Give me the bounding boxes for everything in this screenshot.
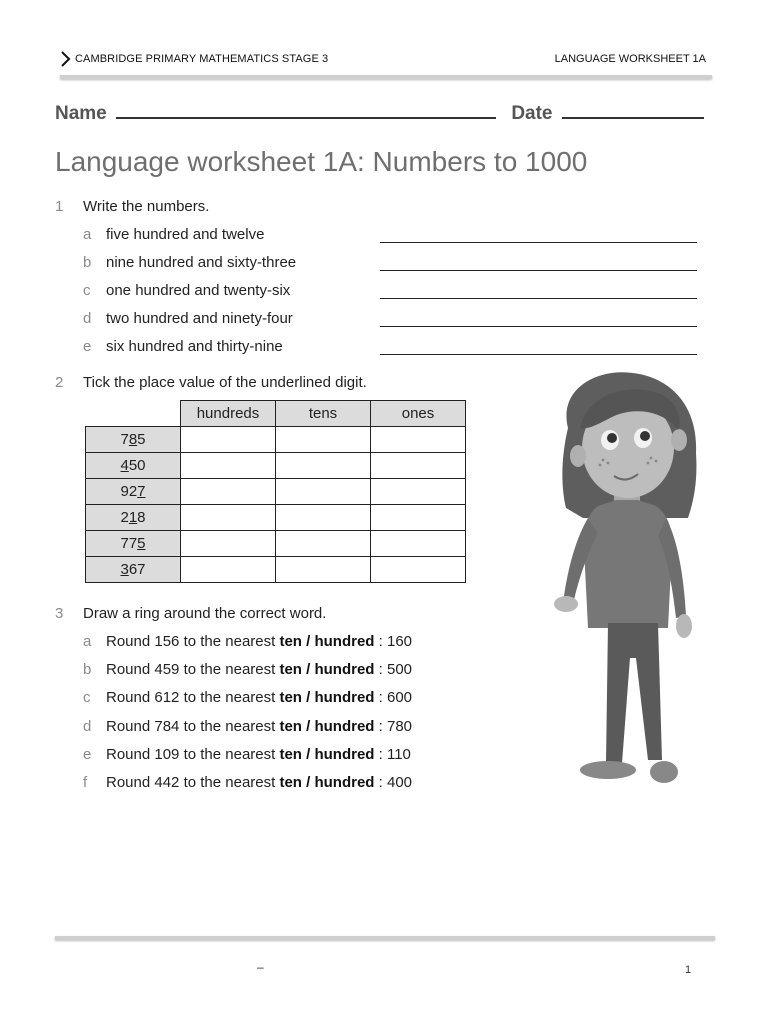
number-cell xyxy=(86,453,181,479)
table-header-row xyxy=(86,401,466,427)
place-value-table xyxy=(85,400,466,583)
underlined-digit: 7 xyxy=(137,483,146,500)
word-choice[interactable]: ten / hundred xyxy=(279,774,375,791)
tick-cell-ones[interactable] xyxy=(371,557,466,583)
tick-cell-tens[interactable] xyxy=(276,505,371,531)
page-number: 1 xyxy=(685,964,692,976)
question-3-item xyxy=(106,718,412,735)
word-choice[interactable]: ten / hundred xyxy=(279,661,375,678)
tick-cell-ones[interactable] xyxy=(371,505,466,531)
table-row xyxy=(86,531,466,557)
table-row xyxy=(86,427,466,453)
underlined-digit: 3 xyxy=(120,561,129,578)
number-digits: 92 xyxy=(120,483,138,500)
girl-illustration xyxy=(548,368,708,793)
number-cell xyxy=(86,427,181,453)
answer-line[interactable] xyxy=(380,298,697,299)
chevron-right-icon xyxy=(58,50,72,68)
rounding-prompt: Round 156 to the nearest xyxy=(106,633,276,650)
name-label: Name xyxy=(55,103,107,124)
question-3-item xyxy=(106,774,412,791)
tick-cell-tens[interactable] xyxy=(276,531,371,557)
header-worksheet-label: LANGUAGE WORKSHEET 1A xyxy=(554,53,706,65)
rounded-answer: : 160 xyxy=(378,633,413,650)
column-header-ones: ones xyxy=(371,401,466,427)
question-1-text: Write the numbers. xyxy=(83,198,210,215)
tick-cell-hundreds[interactable] xyxy=(181,505,276,531)
page-title: Language worksheet 1A: Numbers to 1000 xyxy=(55,146,588,177)
header-course-title: CAMBRIDGE PRIMARY MATHEMATICS STAGE 3 xyxy=(75,53,329,65)
underlined-digit: 8 xyxy=(128,431,138,448)
question-1-item-text: nine hundred and sixty-three xyxy=(106,254,297,271)
rounding-prompt: Round 459 to the nearest xyxy=(106,661,276,678)
question-3-item-letter: c xyxy=(83,689,91,706)
question-1-item-text: five hundred and twelve xyxy=(106,226,265,243)
number-digits: 5 xyxy=(137,431,146,448)
column-header-tens: tens xyxy=(276,401,371,427)
question-3-text: Draw a ring around the correct word. xyxy=(83,605,327,622)
date-label: Date xyxy=(511,103,553,124)
table-corner xyxy=(86,401,181,427)
underlined-digit: 4 xyxy=(120,457,129,474)
tick-cell-ones[interactable] xyxy=(371,427,466,453)
tick-cell-tens[interactable] xyxy=(276,427,371,453)
number-cell xyxy=(86,505,181,531)
rounding-prompt: Round 784 to the nearest xyxy=(106,718,276,735)
header-divider xyxy=(60,75,712,79)
rounding-prompt: Round 109 to the nearest xyxy=(106,746,276,763)
number-digits: 67 xyxy=(128,561,146,578)
footer-divider xyxy=(55,936,715,940)
question-1-item-letter: e xyxy=(83,338,92,355)
question-1-item-letter: a xyxy=(83,226,92,243)
word-choice[interactable]: ten / hundred xyxy=(279,746,375,763)
question-2-text: Tick the place value of the underlined digit. xyxy=(83,374,367,391)
rounded-answer: : 600 xyxy=(378,689,413,706)
tick-cell-ones[interactable] xyxy=(371,453,466,479)
name-date-row xyxy=(55,101,704,125)
question-3-item xyxy=(106,689,412,706)
tick-cell-hundreds[interactable] xyxy=(181,453,276,479)
number-digits: 77 xyxy=(120,535,138,552)
date-field[interactable] xyxy=(562,101,704,119)
question-1-item-text: one hundred and twenty-six xyxy=(106,282,291,299)
question-3-item xyxy=(106,661,412,678)
underlined-digit: 5 xyxy=(137,535,146,552)
number-cell xyxy=(86,531,181,557)
word-choice[interactable]: ten / hundred xyxy=(279,718,375,735)
tick-cell-hundreds[interactable] xyxy=(181,427,276,453)
question-3-item-letter: f xyxy=(83,774,88,791)
number-cell xyxy=(86,479,181,505)
underlined-digit: 1 xyxy=(128,509,138,526)
word-choice[interactable]: ten / hundred xyxy=(279,689,375,706)
question-3-item-letter: b xyxy=(83,661,92,678)
tick-cell-tens[interactable] xyxy=(276,479,371,505)
answer-line[interactable] xyxy=(380,270,697,271)
tick-cell-hundreds[interactable] xyxy=(181,479,276,505)
question-2-number: 2 xyxy=(55,374,64,391)
question-1-item-text: six hundred and thirty-nine xyxy=(106,338,283,355)
number-digits: 8 xyxy=(137,509,146,526)
tick-cell-tens[interactable] xyxy=(276,453,371,479)
table-row xyxy=(86,505,466,531)
question-3-item xyxy=(106,633,412,650)
question-3-item xyxy=(106,746,411,763)
rounding-prompt: Round 442 to the nearest xyxy=(106,774,276,791)
answer-line[interactable] xyxy=(380,326,697,327)
question-3-number: 3 xyxy=(55,605,64,622)
tick-cell-hundreds[interactable] xyxy=(181,531,276,557)
number-cell xyxy=(86,557,181,583)
column-header-hundreds: hundreds xyxy=(181,401,276,427)
question-3-item-letter: a xyxy=(83,633,92,650)
word-choice[interactable]: ten / hundred xyxy=(279,633,375,650)
rounding-prompt: Round 612 to the nearest xyxy=(106,689,276,706)
question-1-number: 1 xyxy=(55,198,64,215)
number-digits: 50 xyxy=(128,457,146,474)
number-digits: 2 xyxy=(120,509,129,526)
question-1-item-text: two hundred and ninety-four xyxy=(106,310,293,327)
table-row xyxy=(86,479,466,505)
footer-dash: – xyxy=(257,960,264,974)
rounded-answer: : 400 xyxy=(378,774,413,791)
rounded-answer: : 780 xyxy=(378,718,413,735)
question-3-item-letter: d xyxy=(83,718,92,735)
answer-line[interactable] xyxy=(380,354,697,355)
answer-line[interactable] xyxy=(380,242,697,243)
tick-cell-ones[interactable] xyxy=(371,531,466,557)
number-digits: 7 xyxy=(120,431,129,448)
question-1-item-letter: d xyxy=(83,310,92,327)
table-row xyxy=(86,557,466,583)
tick-cell-ones[interactable] xyxy=(371,479,466,505)
table-row xyxy=(86,453,466,479)
tick-cell-hundreds[interactable] xyxy=(181,557,276,583)
question-1-item-letter: b xyxy=(83,254,92,271)
tick-cell-tens[interactable] xyxy=(276,557,371,583)
name-field[interactable] xyxy=(116,101,496,119)
question-1-item-letter: c xyxy=(83,282,91,299)
rounded-answer: : 500 xyxy=(378,661,413,678)
rounded-answer: : 110 xyxy=(378,746,411,763)
question-3-item-letter: e xyxy=(83,746,92,763)
